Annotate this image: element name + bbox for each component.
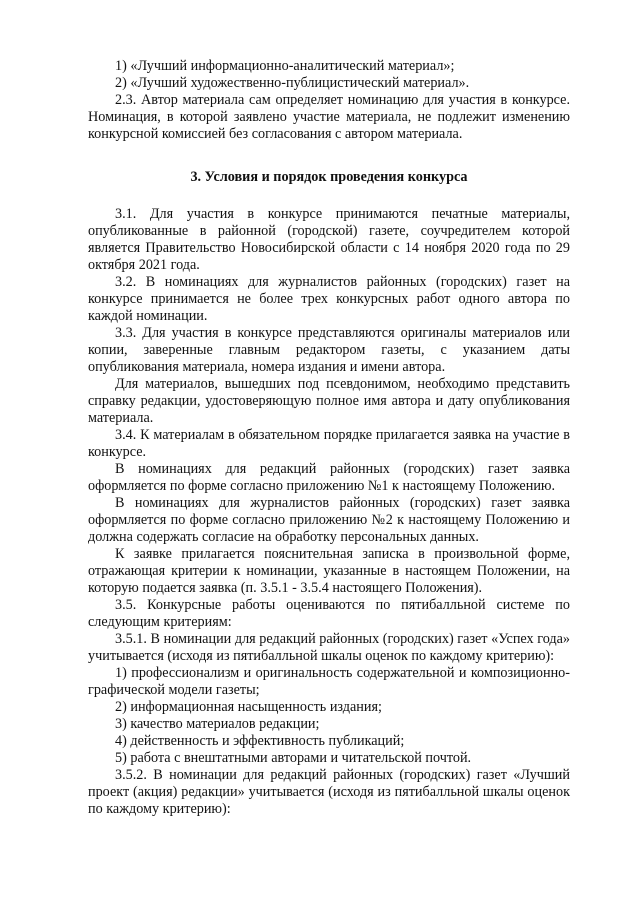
criteria-item-1: 1) профессионализм и оригинальность содержательной и композиционно-графической модели газеты; <box>88 665 570 698</box>
paragraph-3-5-1: 3.5.1. В номинации для редакций районных (городских) газет «Успех года» учитывается (исходя из пятибалльной шкалы оценок по каждому критерию): <box>88 631 570 664</box>
paragraph-appendix-2: В номинациях для журналистов районных (городских) газет заявка оформляется по форме согласно приложению №2 к настоящему Положению и должна содержать согласие на обработку персональных данных. <box>88 495 570 545</box>
paragraph-3-2: 3.2. В номинациях для журналистов районных (городских) газет на конкурсе принимается не более трех конкурсных работ одного автора по каждой номинации. <box>88 274 570 324</box>
paragraph-3-4: 3.4. К материалам в обязательном порядке прилагается заявка на участие в конкурсе. <box>88 427 570 460</box>
paragraph-3-3: 3.3. Для участия в конкурсе представляются оригиналы материалов или копии, заверенные главным редактором газеты, с указанием даты опубликования материала, номера издания и имени автора. <box>88 325 570 375</box>
paragraph-3-5: 3.5. Конкурсные работы оцениваются по пятибалльной системе по следующим критериям: <box>88 597 570 630</box>
criteria-item-4: 4) действенность и эффективность публикаций; <box>115 733 405 749</box>
nomination-item-1: 1) «Лучший информационно-аналитический материал»; <box>115 58 455 74</box>
paragraph-3-1: 3.1. Для участия в конкурсе принимаются печатные материалы, опубликованные в районной (городской) газете, соучредителем которой является Правительство Новосибирской области с 14 ноября 2020 года по 29 октября 2021 года. <box>88 206 570 273</box>
paragraph-appendix-1: В номинациях для редакций районных (городских) газет заявка оформляется по форме согласно приложению №1 к настоящему Положению. <box>88 461 570 494</box>
criteria-item-3: 3) качество материалов редакции; <box>115 716 320 732</box>
criteria-item-5: 5) работа с внештатными авторами и читательской почтой. <box>115 750 472 766</box>
criteria-item-2: 2) информационная насыщенность издания; <box>115 699 382 715</box>
paragraph-3-5-2: 3.5.2. В номинации для редакций районных (городских) газет «Лучший проект (акция) редакции» учитывается (исходя из пятибалльной шкалы оценок по каждому критерию): <box>88 767 570 817</box>
section-3-heading: 3. Условия и порядок проведения конкурса <box>190 169 468 185</box>
paragraph-pseudonym: Для материалов, вышедших под псевдонимом, необходимо представить справку редакции, удостоверяющую полное имя автора и дату опубликования материала. <box>88 376 570 426</box>
nomination-item-2: 2) «Лучший художественно-публицистический материал». <box>115 75 470 91</box>
paragraph-explanatory-note: К заявке прилагается пояснительная записка в произвольной форме, отражающая критерии к номинации, указанные в настоящем Положении, на которую подается заявка (п. 3.5.1 - 3.5.4 настоящего Положения). <box>88 546 570 596</box>
paragraph-2-3: 2.3. Автор материала сам определяет номинацию для участия в конкурсе. Номинация, в которой заявлено участие материала, не подлежит изменению конкурсной комиссией без согласования с автором материала. <box>88 92 570 142</box>
